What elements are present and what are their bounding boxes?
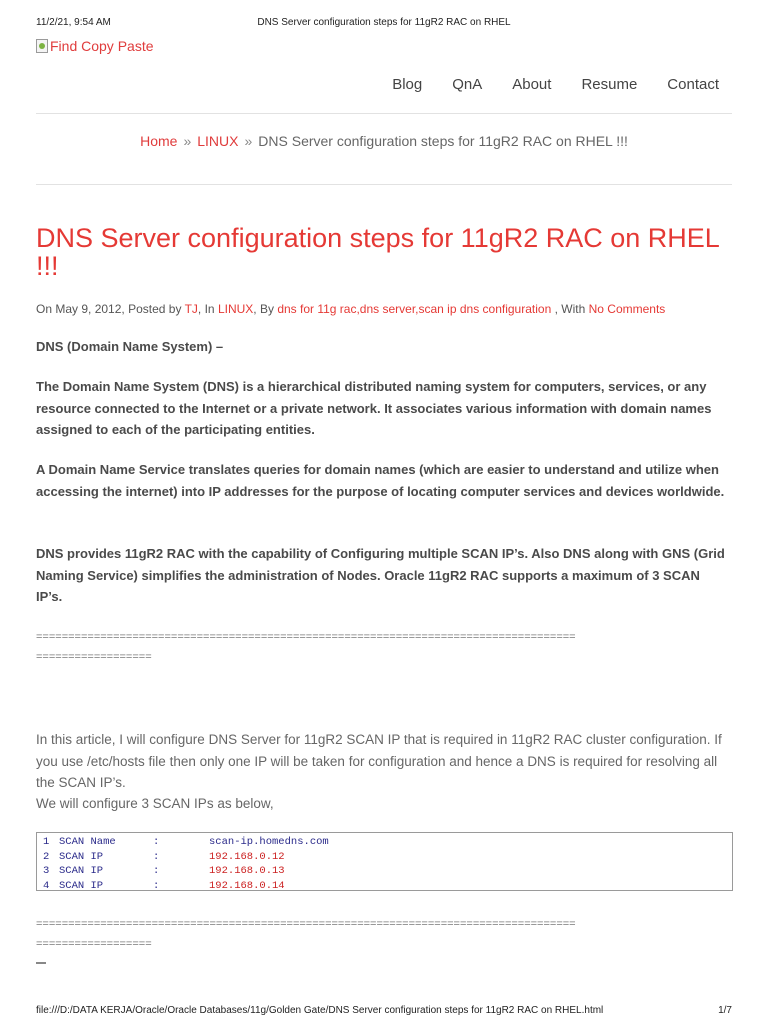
line-number: 2 [43, 850, 50, 863]
breadcrumb-separator: » [244, 133, 253, 149]
print-page-number: 1/7 [718, 1005, 732, 1016]
nav-item-resume[interactable]: Resume [581, 76, 638, 93]
breadcrumb [0, 133, 768, 149]
equals-divider: ================== [36, 938, 152, 950]
print-file-path: file:///D:/DATA KERJA/Oracle/Oracle Databases/11g/Golden Gate/DNS Server configuration steps for 11gR2 RAC on RHEL.html [36, 1005, 604, 1016]
meta-with: , With [551, 302, 586, 316]
meta-by: , By [253, 302, 274, 316]
code-line [43, 850, 732, 865]
breadcrumb-current: DNS Server configuration steps for 11gR2 RAC on RHEL !!! [258, 133, 628, 149]
code-key: SCAN Name [59, 836, 116, 848]
paragraph: A Domain Name Service translates queries for domain names (which are easier to understand and utilize when accessing the internet) into IP addresses for the purpose of locating computer services and devices worldwide. [36, 462, 725, 499]
code-value: 192.168.0.12 [209, 850, 285, 863]
post-tags-link[interactable]: dns for 11g rac,dns server,scan ip dns configuration [277, 302, 552, 316]
nav-item-qna[interactable]: QnA [452, 76, 483, 93]
code-value: 192.168.0.13 [209, 865, 285, 878]
nav-item-blog[interactable]: Blog [392, 76, 423, 93]
code-value: scan-ip.homedns.com [209, 836, 329, 848]
site-logo[interactable] [36, 38, 154, 54]
breadcrumb-divider [36, 184, 732, 185]
post-title: DNS Server configuration steps for 11gR2 RAC on RHEL !!! [36, 223, 719, 281]
section-heading: DNS (Domain Name System) – [36, 339, 224, 354]
equals-divider: ==================================================================================== [36, 631, 576, 643]
meta-posted-by: , Posted by [121, 302, 182, 316]
meta-in: , In [197, 302, 215, 316]
post-comments-link[interactable]: No Comments [588, 302, 666, 316]
post-author-link[interactable]: TJ [184, 302, 198, 316]
intro-line: We will configure 3 SCAN IPs as below, [36, 796, 274, 811]
nav-item-about[interactable]: About [512, 76, 552, 93]
print-page-title: DNS Server configuration steps for 11gR2 RAC on RHEL [257, 17, 511, 28]
intro-paragraph: In this article, I will configure DNS Server for 11gR2 SCAN IP that is required in 11gR2 RAC cluster configuration. If you use /etc/hosts file then only one IP will be taken for configuration and hence a DNS is required for resolving all the SCAN IP’s. [36, 732, 722, 790]
line-number: 4 [43, 879, 50, 892]
code-colon: : [153, 836, 160, 848]
code-key: SCAN IP [59, 850, 104, 863]
breadcrumb-home[interactable]: Home [140, 133, 178, 149]
post-date: May 9, 2012 [55, 302, 122, 316]
code-colon: : [153, 879, 160, 892]
code-line [43, 864, 732, 879]
line-number: 3 [43, 865, 50, 878]
equals-divider: ==================================================================================== [36, 918, 576, 930]
code-colon: : [153, 865, 160, 878]
paragraph: DNS provides 11gR2 RAC with the capability of Configuring multiple SCAN IP’s. Also DNS along with GNS (Grid Naming Service) simplifies the administration of Nodes. Oracle 11gR2 RAC supports a maximum of 3 SCAN IP’s. [36, 546, 725, 604]
equals-divider: ================== [36, 651, 152, 663]
content-continues-mark [36, 962, 46, 964]
code-block [36, 832, 733, 891]
code-value: 192.168.0.14 [209, 879, 285, 892]
code-line [43, 835, 732, 850]
logo-alt-text: Find Copy Paste [50, 38, 154, 54]
code-colon: : [153, 850, 160, 863]
line-number: 1 [43, 836, 50, 848]
post-category-link[interactable]: LINUX [217, 302, 254, 316]
code-key: SCAN IP [59, 879, 104, 892]
post-meta [36, 302, 732, 316]
broken-image-icon [36, 39, 48, 53]
meta-on: On [36, 302, 53, 316]
header-divider [36, 113, 732, 114]
nav-item-contact[interactable]: Contact [667, 76, 719, 93]
breadcrumb-category[interactable]: LINUX [197, 133, 239, 149]
code-line [43, 879, 732, 894]
print-datetime: 11/2/21, 9:54 AM [36, 17, 111, 28]
main-nav [362, 76, 719, 93]
breadcrumb-separator: » [183, 133, 192, 149]
code-key: SCAN IP [59, 865, 104, 878]
paragraph: The Domain Name System (DNS) is a hierarchical distributed naming system for computers, services, or any resource connected to the Internet or a private network. It associates various information with domain names assigned to each of the participating entities. [36, 379, 712, 437]
